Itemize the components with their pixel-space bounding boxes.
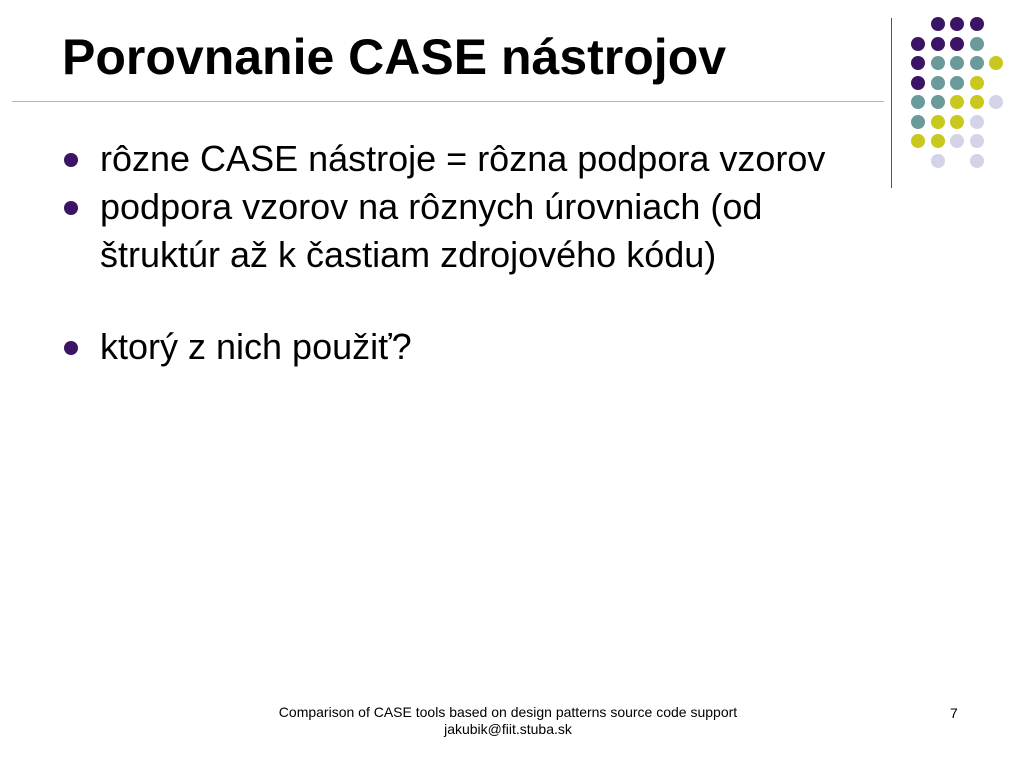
bullet-dot-icon	[64, 201, 78, 215]
bullet-item	[62, 323, 892, 371]
decorative-dot	[950, 134, 964, 148]
decorative-dot	[911, 76, 925, 90]
decorative-dot	[970, 115, 984, 129]
decorative-dot	[911, 56, 925, 70]
decorative-dot	[931, 37, 945, 51]
decorative-dot	[931, 56, 945, 70]
decorative-dot	[970, 95, 984, 109]
bullet-dot-icon	[64, 153, 78, 167]
decorative-dot	[931, 17, 945, 31]
decorative-dot	[989, 95, 1003, 109]
slide-title: Porovnanie CASE nástrojov	[62, 29, 727, 85]
decorative-dot	[970, 76, 984, 90]
decorative-dot	[970, 37, 984, 51]
slide-footer	[248, 704, 768, 738]
decorative-dot	[931, 134, 945, 148]
decorative-dot	[970, 154, 984, 168]
footer-title: Comparison of CASE tools based on design patterns source code support	[278, 704, 738, 720]
page-number: 7	[950, 705, 958, 721]
decorative-dot	[950, 56, 964, 70]
decorative-dot	[970, 17, 984, 31]
bullet-list	[62, 135, 892, 371]
title-divider	[12, 101, 884, 102]
bullet-item	[62, 183, 892, 279]
decorative-dot	[931, 95, 945, 109]
decorative-dot	[970, 134, 984, 148]
decorative-dot	[911, 115, 925, 129]
decorative-dot	[911, 37, 925, 51]
bullet-text: ktorý z nich použiť?	[100, 326, 412, 367]
decorative-dot	[989, 56, 1003, 70]
bullet-dot-icon	[64, 341, 78, 355]
bullet-text: rôzne CASE nástroje = rôzna podpora vzorov	[100, 138, 826, 179]
bullet-text: podpora vzorov na rôznych úrovniach (od štruktúr až k častiam zdrojového kódu)	[100, 186, 763, 275]
decorative-dot	[911, 95, 925, 109]
decorative-dot	[950, 76, 964, 90]
footer-email: jakubik@fiit.stuba.sk	[444, 721, 572, 737]
decorative-dot	[911, 134, 925, 148]
decorative-dot	[950, 17, 964, 31]
decorative-dot	[950, 37, 964, 51]
decorative-dot	[931, 115, 945, 129]
bullet-item	[62, 135, 892, 183]
decorative-dot	[950, 115, 964, 129]
decorative-dot	[931, 76, 945, 90]
decorative-dot-grid	[900, 10, 1020, 170]
decorative-dot	[931, 154, 945, 168]
decorative-dot	[950, 95, 964, 109]
decorative-dot	[970, 56, 984, 70]
